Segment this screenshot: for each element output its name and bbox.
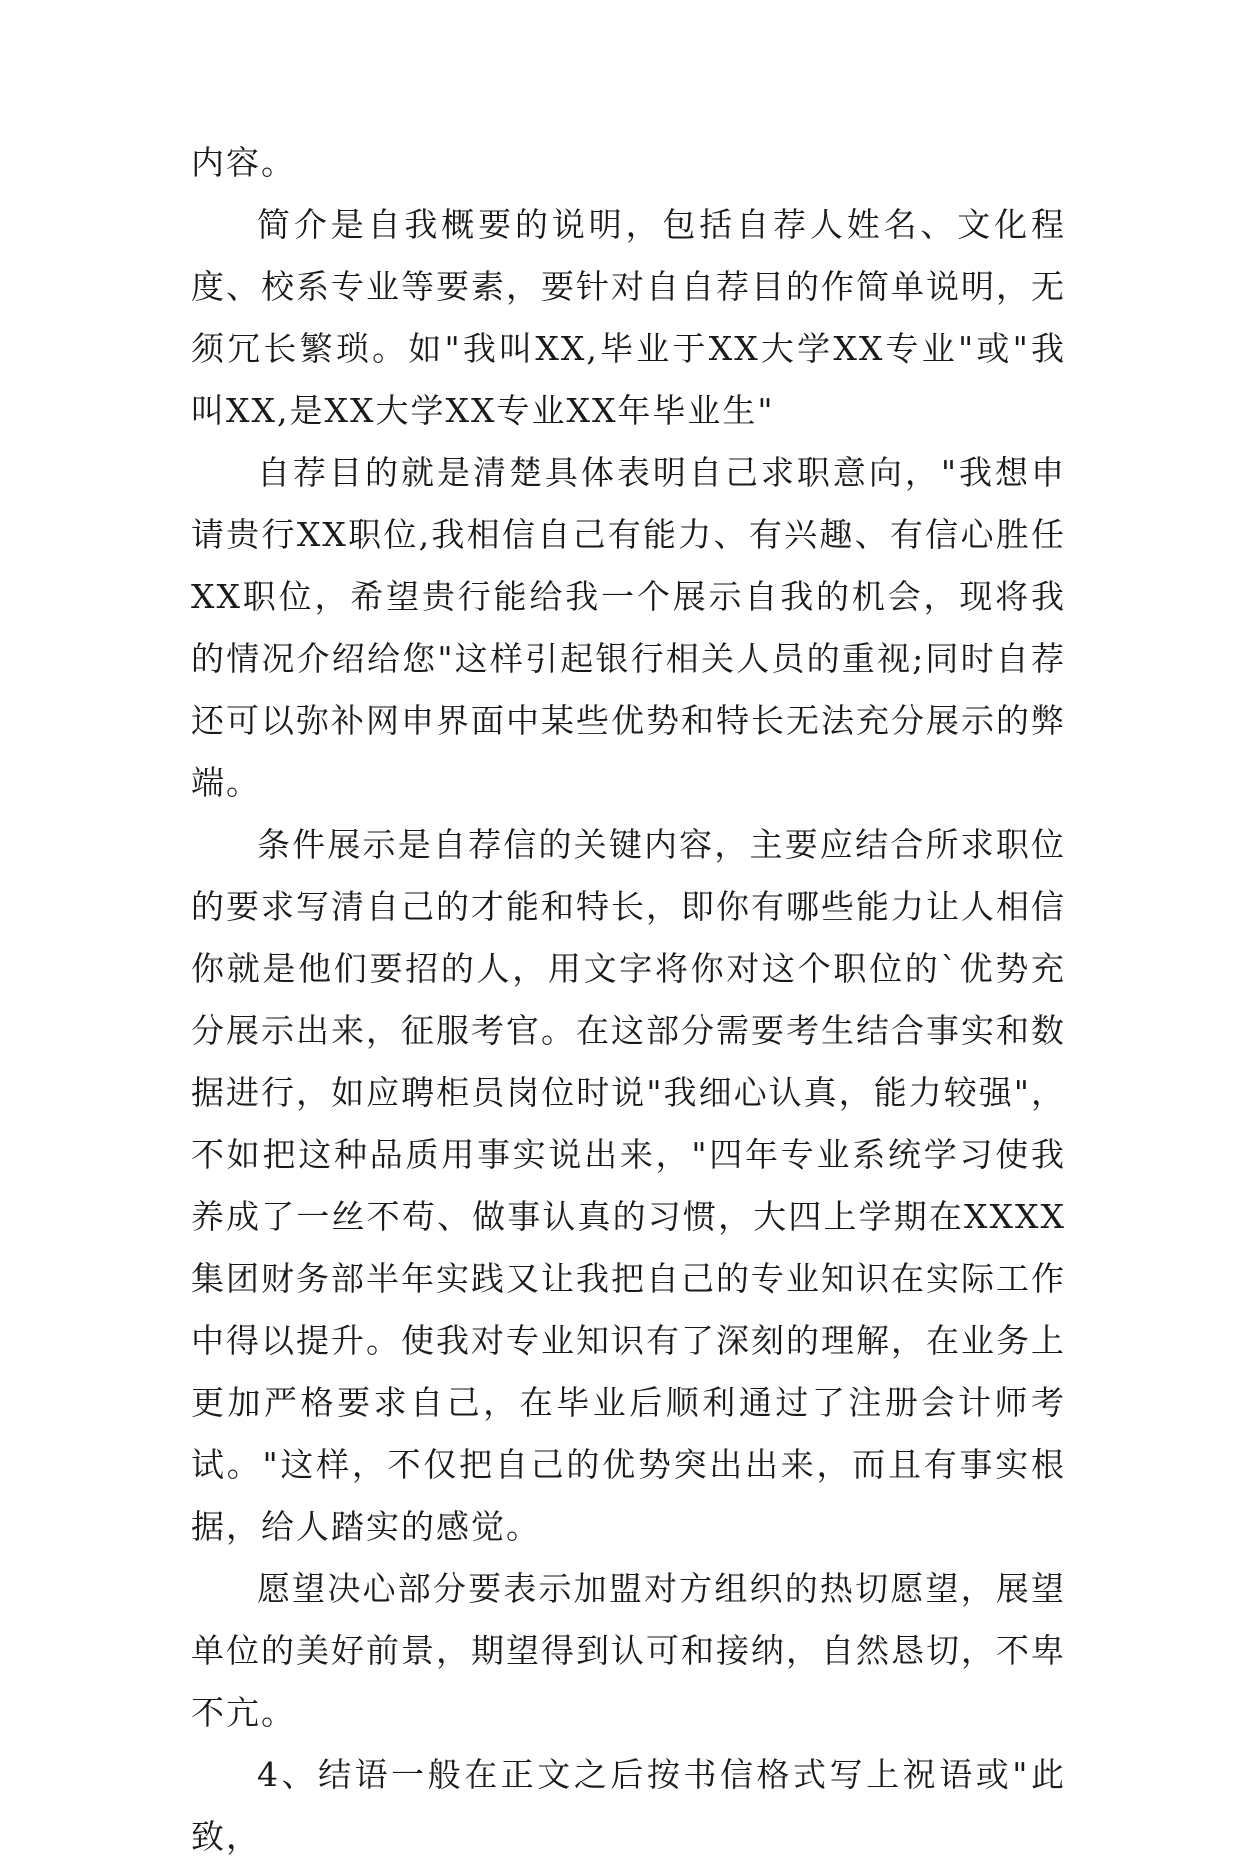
paragraph-introduction: 简介是自我概要的说明，包括自荐人姓名、文化程度、校系专业等要素，要针对自自荐目的作简单说明，无须冗长繁琐。如"我叫XX,毕业于XX大学XX专业"或"我叫XX,是XX大学XX专业XX年毕业生" [191, 205, 1066, 430]
paragraph-closing: 4、结语一般在正文之后按书信格式写上祝语或"此致， [191, 1755, 1066, 1856]
document-body [191, 132, 1066, 1868]
paragraph-continuation: 内容。 [191, 143, 296, 182]
paragraph-aspiration: 愿望决心部分要表示加盟对方组织的热切愿望，展望单位的美好前景，期望得到认可和接纳，自然恳切，不卑不亢。 [191, 1569, 1066, 1732]
paragraph-qualifications: 条件展示是自荐信的关键内容，主要应结合所求职位的要求写清自己的才能和特长，即你有哪些能力让人相信你就是他们要招的人，用文字将你对这个职位的`优势充分展示出来，征服考官。在这部分需要考生结合事实和数据进行，如应聘柜员岗位时说"我细心认真，能力较强"，不如把这种品质用事实说出来，"四年专业系统学习使我养成了一丝不苟、做事认真的习惯，大四上学期在XXXX集团财务部半年实践又让我把自己的专业知识在实际工作中得以提升。使我对专业知识有了深刻的理解，在业务上更加严格要求自己，在毕业后顺利通过了注册会计师考试。"这样，不仅把自己的优势突出出来，而且有事实根据，给人踏实的感觉。 [191, 825, 1066, 1546]
paragraph-purpose: 自荐目的就是清楚具体表明自己求职意向，"我想申请贵行XX职位,我相信自己有能力、有兴趣、有信心胜任XX职位，希望贵行能给我一个展示自我的机会，现将我的情况介绍给您"这样引起银行相关人员的重视;同时自荐还可以弥补网申界面中某些优势和特长无法充分展示的弊端。 [191, 453, 1066, 802]
